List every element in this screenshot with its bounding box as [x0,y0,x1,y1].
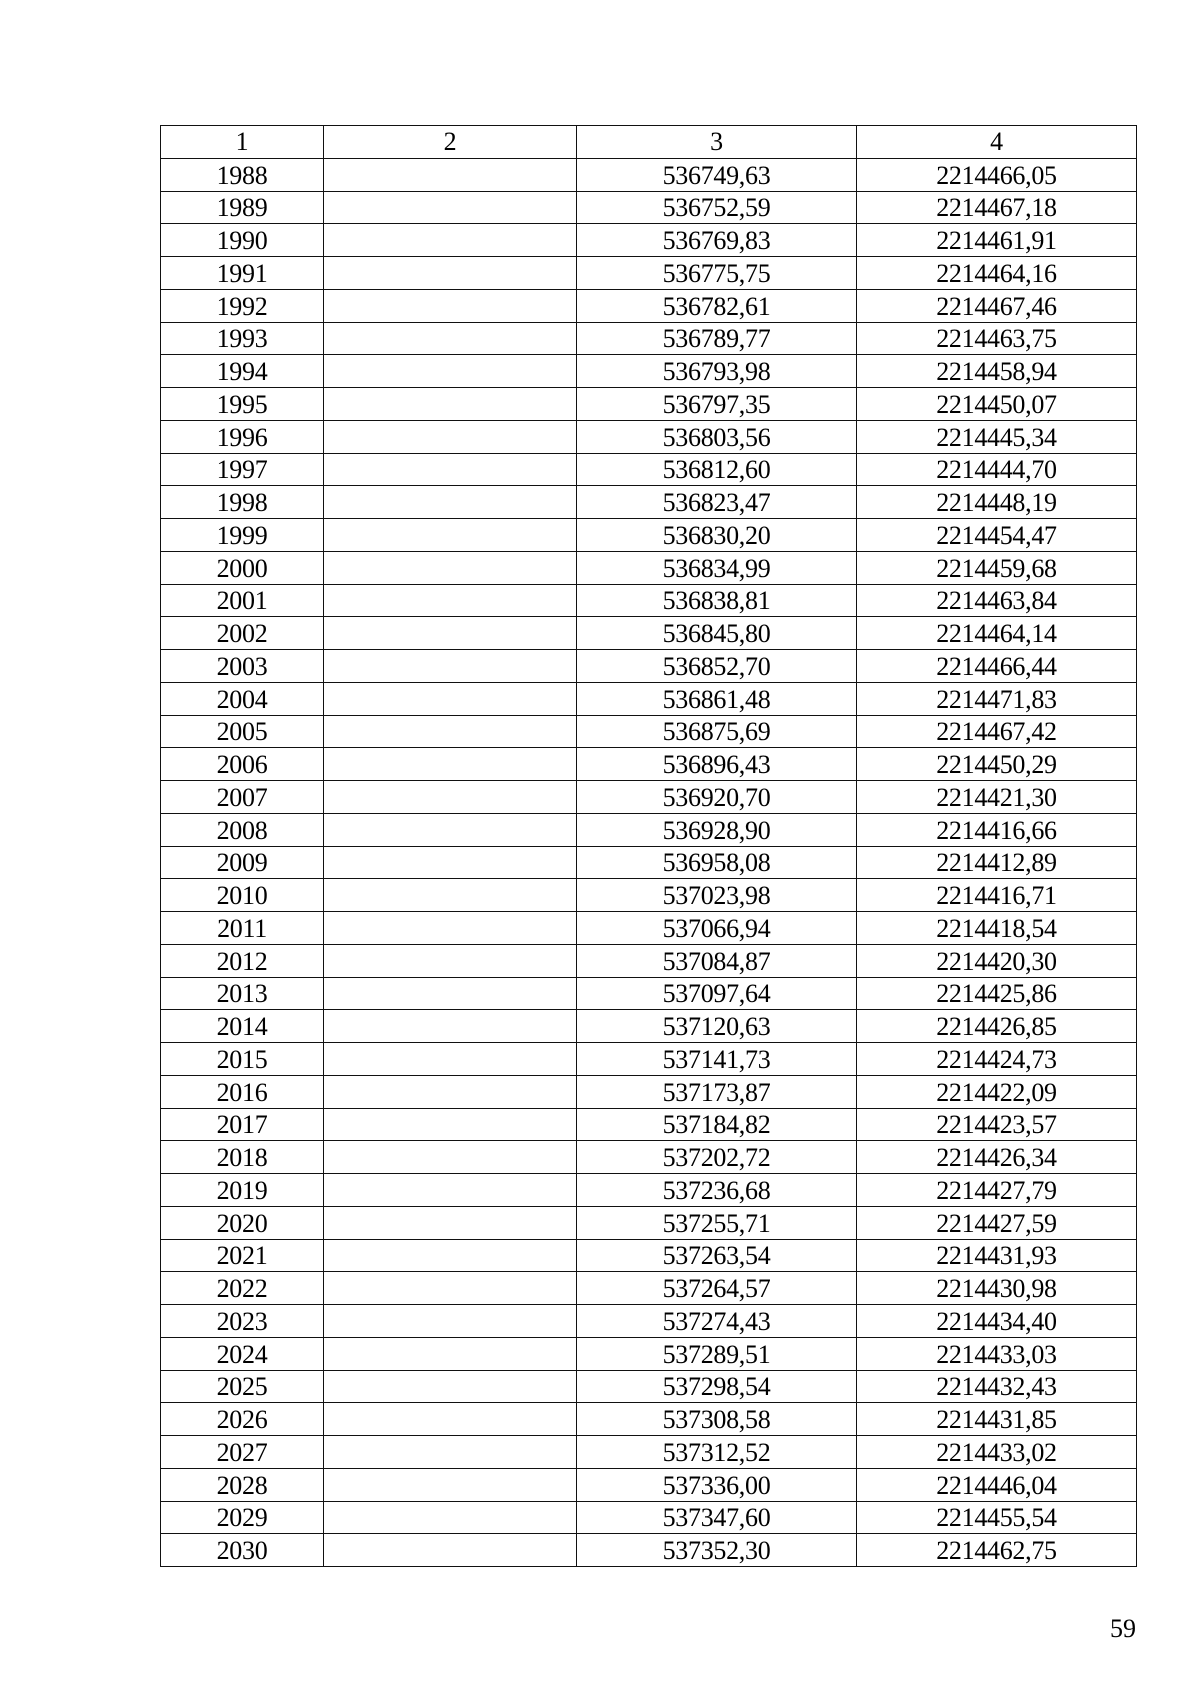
table-header-row [161,126,1137,159]
table-row [161,1239,1137,1272]
table-row [161,486,1137,519]
table-row [161,682,1137,715]
cell-x-coordinate: 536749,63 [577,158,857,191]
cell-x-coordinate: 537202,72 [577,1141,857,1174]
cell-point-number: 2029 [161,1501,324,1534]
cell-y-coordinate: 2214471,83 [857,682,1137,715]
cell-point-number: 2003 [161,650,324,683]
cell-point-number: 2026 [161,1403,324,1436]
page-number: 59 [1110,1614,1136,1643]
cell-x-coordinate: 537289,51 [577,1337,857,1370]
cell-empty [324,1075,577,1108]
cell-y-coordinate: 2214450,07 [857,388,1137,421]
table-row [161,1010,1137,1043]
cell-x-coordinate: 537173,87 [577,1075,857,1108]
coordinates-table-container [160,125,1136,1567]
cell-point-number: 2022 [161,1272,324,1305]
cell-empty [324,1436,577,1469]
cell-point-number: 2023 [161,1305,324,1338]
cell-y-coordinate: 2214448,19 [857,486,1137,519]
table-row [161,355,1137,388]
table-row [161,1206,1137,1239]
cell-empty [324,1534,577,1567]
cell-point-number: 2018 [161,1141,324,1174]
cell-x-coordinate: 536769,83 [577,224,857,257]
cell-empty [324,813,577,846]
cell-y-coordinate: 2214423,57 [857,1108,1137,1141]
cell-x-coordinate: 537352,30 [577,1534,857,1567]
table-row [161,813,1137,846]
cell-point-number: 1992 [161,289,324,322]
cell-x-coordinate: 536861,48 [577,682,857,715]
cell-y-coordinate: 2214420,30 [857,944,1137,977]
cell-point-number: 2019 [161,1174,324,1207]
table-row [161,1043,1137,1076]
cell-y-coordinate: 2214458,94 [857,355,1137,388]
cell-point-number: 2021 [161,1239,324,1272]
table-row [161,191,1137,224]
cell-x-coordinate: 536823,47 [577,486,857,519]
cell-x-coordinate: 536958,08 [577,846,857,879]
cell-empty [324,551,577,584]
cell-point-number: 1993 [161,322,324,355]
cell-y-coordinate: 2214454,47 [857,519,1137,552]
cell-empty [324,781,577,814]
cell-empty [324,1337,577,1370]
cell-point-number: 2025 [161,1370,324,1403]
cell-empty [324,912,577,945]
cell-y-coordinate: 2214422,09 [857,1075,1137,1108]
cell-x-coordinate: 537347,60 [577,1501,857,1534]
table-row [161,617,1137,650]
cell-x-coordinate: 537263,54 [577,1239,857,1272]
table-row [161,1436,1137,1469]
table-row [161,846,1137,879]
cell-point-number: 2020 [161,1206,324,1239]
cell-x-coordinate: 536896,43 [577,748,857,781]
cell-point-number: 2006 [161,748,324,781]
cell-empty [324,1272,577,1305]
cell-empty [324,1043,577,1076]
table-row [161,1305,1137,1338]
cell-x-coordinate: 536875,69 [577,715,857,748]
cell-empty [324,584,577,617]
cell-x-coordinate: 537255,71 [577,1206,857,1239]
cell-empty [324,322,577,355]
cell-y-coordinate: 2214466,44 [857,650,1137,683]
column-header-1: 1 [161,126,324,159]
cell-y-coordinate: 2214464,16 [857,257,1137,290]
cell-x-coordinate: 537066,94 [577,912,857,945]
cell-x-coordinate: 537236,68 [577,1174,857,1207]
cell-point-number: 1990 [161,224,324,257]
cell-x-coordinate: 537120,63 [577,1010,857,1043]
cell-y-coordinate: 2214464,14 [857,617,1137,650]
cell-point-number: 2004 [161,682,324,715]
cell-empty [324,1468,577,1501]
cell-point-number: 2028 [161,1468,324,1501]
cell-point-number: 1996 [161,420,324,453]
cell-y-coordinate: 2214463,75 [857,322,1137,355]
cell-y-coordinate: 2214418,54 [857,912,1137,945]
table-row [161,1108,1137,1141]
cell-y-coordinate: 2214416,71 [857,879,1137,912]
cell-x-coordinate: 536852,70 [577,650,857,683]
cell-empty [324,486,577,519]
table-row [161,158,1137,191]
table-row [161,453,1137,486]
cell-x-coordinate: 537298,54 [577,1370,857,1403]
cell-point-number: 2007 [161,781,324,814]
table-row [161,1075,1137,1108]
cell-x-coordinate: 536789,77 [577,322,857,355]
table-row [161,519,1137,552]
cell-empty [324,1108,577,1141]
cell-y-coordinate: 2214466,05 [857,158,1137,191]
cell-point-number: 1998 [161,486,324,519]
cell-empty [324,388,577,421]
column-header-3: 3 [577,126,857,159]
cell-y-coordinate: 2214433,02 [857,1436,1137,1469]
cell-y-coordinate: 2214445,34 [857,420,1137,453]
cell-x-coordinate: 536793,98 [577,355,857,388]
table-row [161,1534,1137,1567]
table-row [161,1370,1137,1403]
table-row [161,584,1137,617]
cell-y-coordinate: 2214427,79 [857,1174,1137,1207]
table-row [161,388,1137,421]
cell-y-coordinate: 2214459,68 [857,551,1137,584]
cell-point-number: 2014 [161,1010,324,1043]
cell-x-coordinate: 537084,87 [577,944,857,977]
cell-point-number: 2011 [161,912,324,945]
cell-empty [324,191,577,224]
column-header-2: 2 [324,126,577,159]
cell-empty [324,355,577,388]
cell-point-number: 1991 [161,257,324,290]
cell-x-coordinate: 537184,82 [577,1108,857,1141]
cell-x-coordinate: 537274,43 [577,1305,857,1338]
cell-point-number: 2013 [161,977,324,1010]
cell-empty [324,846,577,879]
cell-empty [324,257,577,290]
cell-x-coordinate: 536834,99 [577,551,857,584]
cell-point-number: 2008 [161,813,324,846]
cell-y-coordinate: 2214416,66 [857,813,1137,846]
cell-empty [324,879,577,912]
table-row [161,1174,1137,1207]
cell-y-coordinate: 2214450,29 [857,748,1137,781]
cell-empty [324,224,577,257]
cell-point-number: 1988 [161,158,324,191]
cell-point-number: 1997 [161,453,324,486]
cell-x-coordinate: 537097,64 [577,977,857,1010]
table-row [161,912,1137,945]
cell-x-coordinate: 536812,60 [577,453,857,486]
table-row [161,1501,1137,1534]
cell-empty [324,158,577,191]
cell-y-coordinate: 2214467,42 [857,715,1137,748]
cell-point-number: 2015 [161,1043,324,1076]
cell-x-coordinate: 536838,81 [577,584,857,617]
table-row [161,224,1137,257]
table-row [161,551,1137,584]
coordinates-table [160,125,1137,1567]
table-row [161,650,1137,683]
cell-point-number: 2009 [161,846,324,879]
table-row [161,420,1137,453]
cell-empty [324,1174,577,1207]
cell-x-coordinate: 537308,58 [577,1403,857,1436]
cell-y-coordinate: 2214425,86 [857,977,1137,1010]
table-body [161,158,1137,1566]
cell-point-number: 2017 [161,1108,324,1141]
cell-y-coordinate: 2214432,43 [857,1370,1137,1403]
cell-point-number: 1994 [161,355,324,388]
cell-y-coordinate: 2214424,73 [857,1043,1137,1076]
cell-x-coordinate: 536803,56 [577,420,857,453]
cell-point-number: 2012 [161,944,324,977]
cell-empty [324,1141,577,1174]
table-row [161,1403,1137,1436]
table-row [161,322,1137,355]
cell-point-number: 2010 [161,879,324,912]
cell-x-coordinate: 536797,35 [577,388,857,421]
table-row [161,944,1137,977]
cell-y-coordinate: 2214427,59 [857,1206,1137,1239]
table-row [161,289,1137,322]
cell-y-coordinate: 2214426,85 [857,1010,1137,1043]
cell-empty [324,977,577,1010]
cell-y-coordinate: 2214455,54 [857,1501,1137,1534]
cell-y-coordinate: 2214446,04 [857,1468,1137,1501]
cell-empty [324,944,577,977]
cell-empty [324,1010,577,1043]
cell-point-number: 2030 [161,1534,324,1567]
cell-x-coordinate: 537141,73 [577,1043,857,1076]
cell-point-number: 2002 [161,617,324,650]
table-row [161,1337,1137,1370]
cell-y-coordinate: 2214426,34 [857,1141,1137,1174]
cell-x-coordinate: 537336,00 [577,1468,857,1501]
cell-empty [324,1403,577,1436]
cell-point-number: 2001 [161,584,324,617]
cell-empty [324,1239,577,1272]
cell-y-coordinate: 2214434,40 [857,1305,1137,1338]
cell-empty [324,1206,577,1239]
cell-empty [324,682,577,715]
table-row [161,781,1137,814]
cell-y-coordinate: 2214433,03 [857,1337,1137,1370]
cell-x-coordinate: 536782,61 [577,289,857,322]
cell-point-number: 1999 [161,519,324,552]
cell-x-coordinate: 536920,70 [577,781,857,814]
table-row [161,257,1137,290]
table-row [161,1468,1137,1501]
cell-y-coordinate: 2214467,18 [857,191,1137,224]
cell-point-number: 1989 [161,191,324,224]
cell-empty [324,519,577,552]
cell-y-coordinate: 2214421,30 [857,781,1137,814]
cell-x-coordinate: 536830,20 [577,519,857,552]
cell-y-coordinate: 2214431,93 [857,1239,1137,1272]
cell-empty [324,420,577,453]
table-row [161,715,1137,748]
table-row [161,1272,1137,1305]
cell-empty [324,650,577,683]
cell-x-coordinate: 536928,90 [577,813,857,846]
cell-empty [324,748,577,781]
table-row [161,748,1137,781]
cell-empty [324,453,577,486]
cell-point-number: 1995 [161,388,324,421]
cell-y-coordinate: 2214444,70 [857,453,1137,486]
cell-y-coordinate: 2214462,75 [857,1534,1137,1567]
cell-empty [324,715,577,748]
cell-y-coordinate: 2214463,84 [857,584,1137,617]
cell-empty [324,289,577,322]
cell-x-coordinate: 537312,52 [577,1436,857,1469]
table-row [161,879,1137,912]
column-header-4: 4 [857,126,1137,159]
cell-x-coordinate: 537023,98 [577,879,857,912]
table-row [161,1141,1137,1174]
cell-point-number: 2016 [161,1075,324,1108]
cell-y-coordinate: 2214412,89 [857,846,1137,879]
cell-empty [324,1305,577,1338]
cell-x-coordinate: 536775,75 [577,257,857,290]
cell-x-coordinate: 536752,59 [577,191,857,224]
cell-empty [324,617,577,650]
cell-y-coordinate: 2214430,98 [857,1272,1137,1305]
cell-point-number: 2005 [161,715,324,748]
table-row [161,977,1137,1010]
cell-empty [324,1501,577,1534]
cell-x-coordinate: 536845,80 [577,617,857,650]
cell-point-number: 2000 [161,551,324,584]
cell-point-number: 2024 [161,1337,324,1370]
cell-x-coordinate: 537264,57 [577,1272,857,1305]
cell-y-coordinate: 2214431,85 [857,1403,1137,1436]
cell-y-coordinate: 2214461,91 [857,224,1137,257]
cell-y-coordinate: 2214467,46 [857,289,1137,322]
cell-empty [324,1370,577,1403]
cell-point-number: 2027 [161,1436,324,1469]
